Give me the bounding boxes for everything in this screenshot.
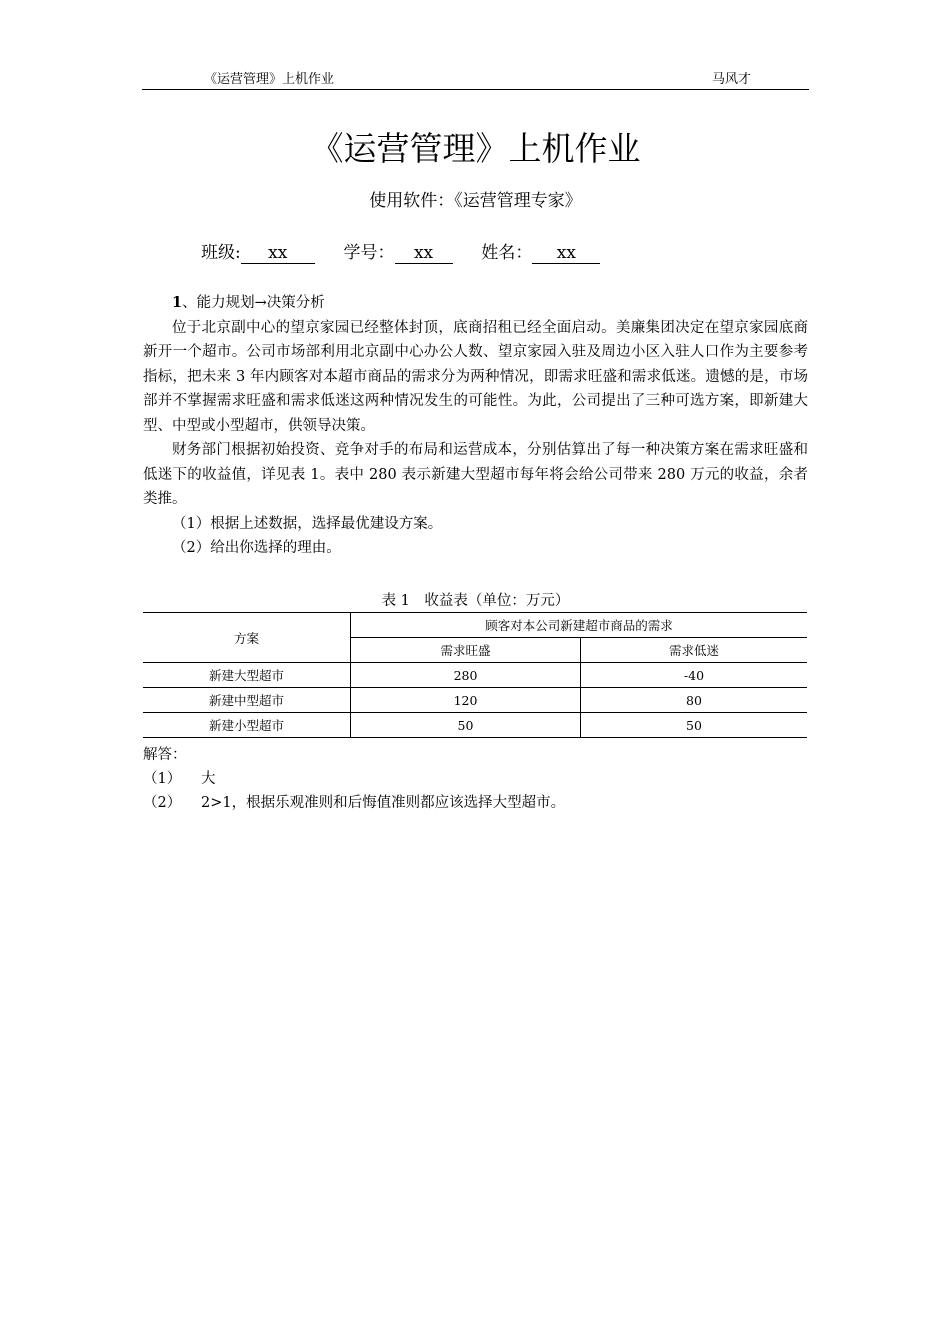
answer-1-number: （1） (143, 771, 182, 787)
section-1-paragraph-1: 位于北京副中心的望京家园已经整体封顶，底商招租已经全面启动。美廉集团决定在望京家园底商新开一个超市。公司市场部利用北京副中心办公人数、望京家园入驻及周边小区入驻人口作为主要参考指标，把未来 3 年内顾客对本超市商品的需求分为两种情况，即需求旺盛和需求低迷。遗憾的是，市场部并不掌握需求旺盛和需求低迷这两种情况发生的可能性。为此，公司提出了三种可选方案，即新建大型、中型或小型超市，供领导决策。 (143, 319, 808, 434)
section-1-title: 、能力规划→决策分析 (182, 295, 325, 311)
question-1: （1）根据上述数据，选择最优建设方案。 (172, 515, 443, 532)
table-caption: 表 1 收益表（单位：万元） (381, 593, 570, 609)
low-demand-cell: 80 (581, 688, 808, 713)
low-demand-header: 需求低迷 (581, 638, 808, 663)
student-id-value: xx (395, 243, 453, 264)
high-demand-header: 需求旺盛 (351, 638, 581, 663)
revenue-table (143, 612, 807, 738)
answer-section (143, 743, 808, 815)
section-1-number: 1 (172, 294, 183, 311)
name-value: xx (532, 243, 600, 264)
answer-2 (143, 791, 808, 815)
plan-cell: 新建中型超市 (143, 688, 351, 713)
name-label: 姓名： (481, 243, 533, 263)
page-header (142, 70, 809, 90)
question-2: （2）给出你选择的理由。 (172, 540, 341, 556)
plan-header: 方案 (143, 613, 351, 663)
table-header-row-1 (143, 613, 807, 638)
table-row (143, 688, 807, 713)
answer-1-text: 大 (201, 771, 216, 787)
plan-cell: 新建小型超市 (143, 713, 351, 738)
class-label: 班级: (201, 243, 241, 263)
answer-1 (143, 767, 808, 791)
section-1-paragraph-2: 财务部门根据初始投资、竞争对手的布局和运营成本，分别估算出了每一种决策方案在需求旺盛和低迷下的收益值，详见表 1。表中 280 表示新建大型超市每年将会给公司带来 280 万元的收益，余者类推。 (143, 442, 808, 507)
student-info (201, 240, 600, 266)
student-id-label: 学号： (343, 243, 395, 263)
high-demand-cell: 280 (351, 663, 581, 688)
high-demand-cell: 120 (351, 688, 581, 713)
plan-cell: 新建大型超市 (143, 663, 351, 688)
low-demand-cell: 50 (581, 713, 808, 738)
answer-2-text: 2>1，根据乐观准则和后悔值准则都应该选择大型超市。 (201, 795, 566, 811)
low-demand-cell: -40 (581, 663, 808, 688)
page-subtitle: 使用软件：《运营管理专家》 (369, 191, 582, 211)
section-1 (143, 291, 808, 561)
header-doc-title: 《运营管理》上机作业 (204, 72, 335, 87)
answer-label: 解答： (143, 747, 187, 763)
answer-2-number: （2） (143, 795, 182, 811)
high-demand-cell: 50 (351, 713, 581, 738)
demand-header: 顾客对本公司新建超市商品的需求 (351, 613, 808, 638)
section-1-heading (143, 291, 808, 316)
table-row (143, 663, 807, 688)
table-row (143, 713, 807, 738)
page-title: 《运营管理》上机作业 (310, 129, 641, 168)
class-value: xx (241, 243, 315, 264)
header-author: 马风才 (711, 72, 751, 87)
